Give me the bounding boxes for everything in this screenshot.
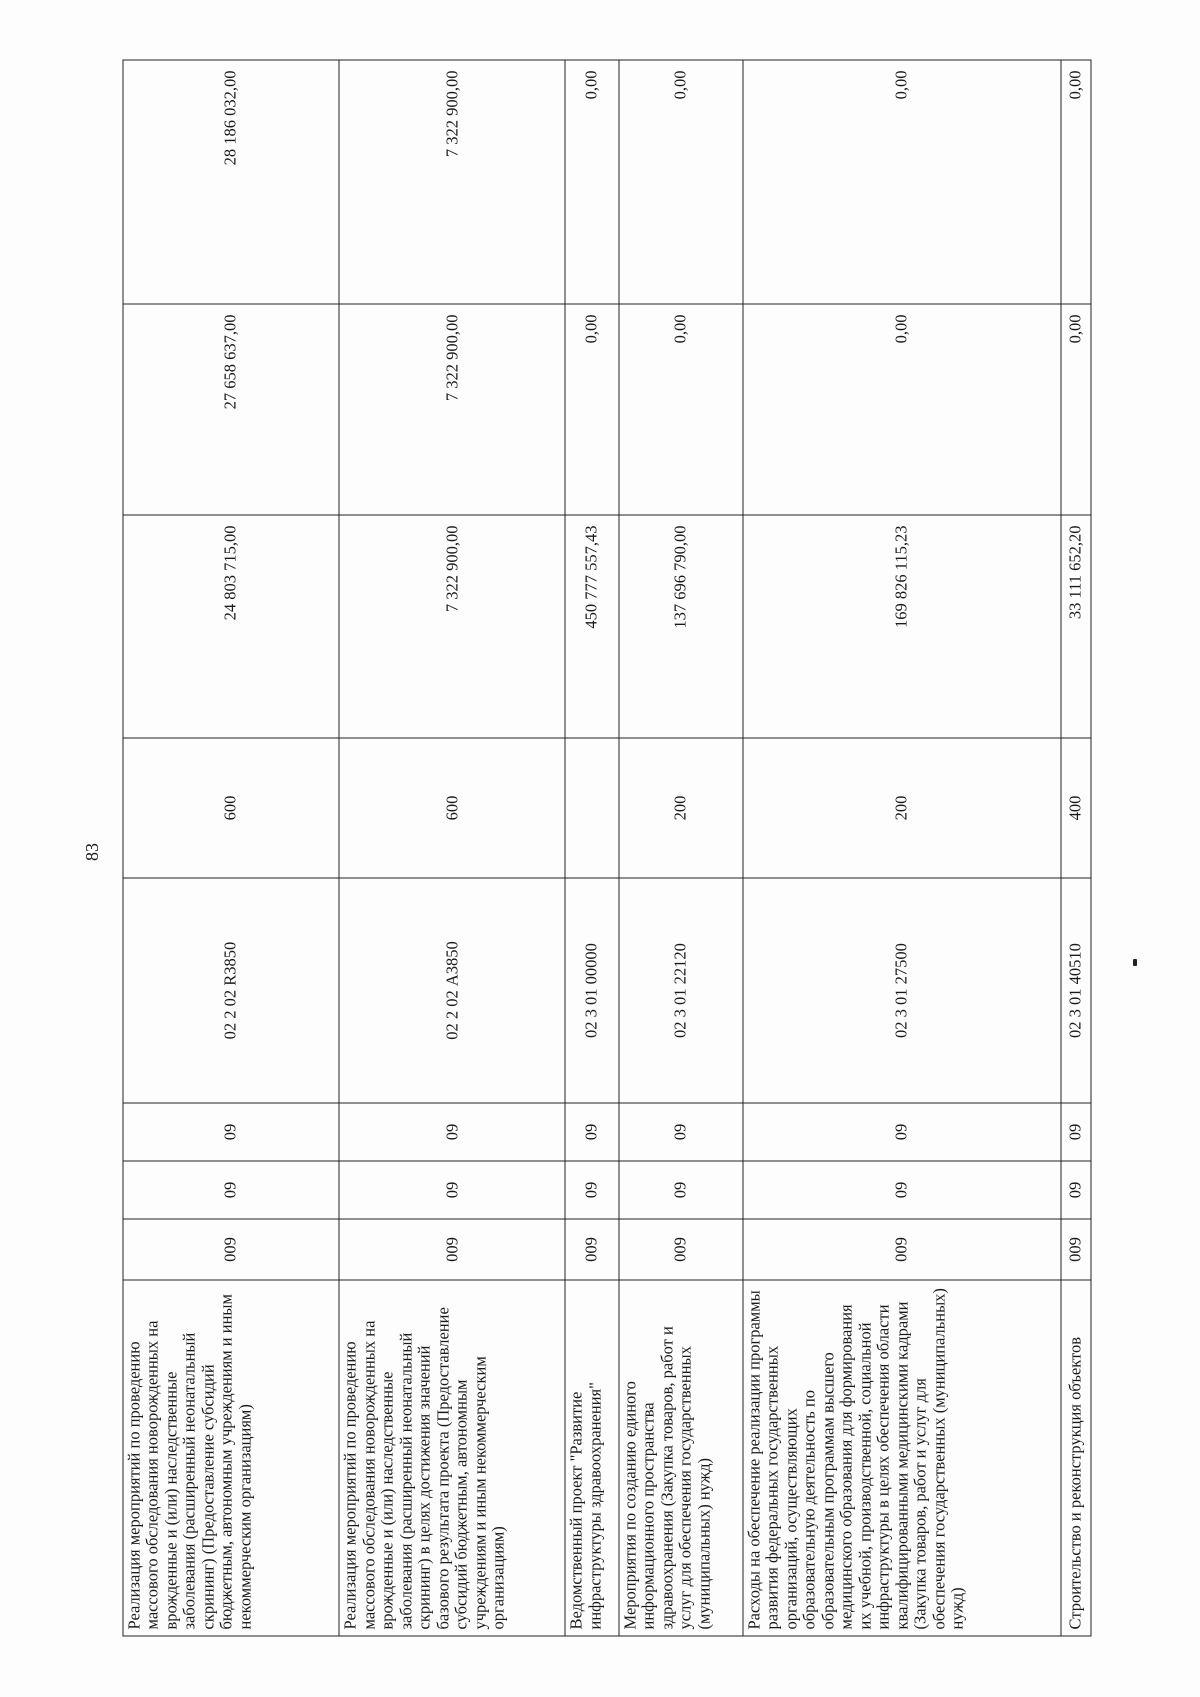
- cell-section: 09: [742, 1161, 1060, 1219]
- cell-grbs: 009: [1060, 1219, 1090, 1280]
- cell-section: 09: [618, 1161, 742, 1219]
- cell-expense-type: 600: [123, 738, 339, 878]
- cell-target-article: 02 3 01 22120: [618, 878, 742, 1103]
- cell-name: Реализация мероприятий по проведению массового обследования новорожденных на врожденные и (или) наследственные заболевания (расширенный неонатальный скрининг) в целях достижения значений базового результата проекта (Предоставление субсидий бюджетным, автономным учреждениям и иным некоммерческим организациям): [339, 1280, 565, 1636]
- table-row: [339, 60, 565, 1636]
- budget-table: [122, 59, 1091, 1636]
- cell-target-article: 02 2 02 А3850: [339, 878, 565, 1103]
- cell-target-article: 02 3 01 27500: [742, 878, 1060, 1103]
- cell-section: 09: [1060, 1161, 1090, 1219]
- cell-grbs: 009: [339, 1219, 565, 1280]
- cell-grbs: 009: [742, 1219, 1060, 1280]
- cell-expense-type: 200: [742, 738, 1060, 878]
- cell-name: Реализация мероприятий по проведению массового обследования новорожденных на врожденные и (или) наследственные заболевания (расширенный неонатальный скрининг) (Предоставление субсидий бюджетным, автономным учреждениям и иным некоммерческим организациям): [123, 1280, 339, 1636]
- cell-subsection: 09: [565, 1103, 619, 1161]
- cell-expense-type: 400: [1060, 738, 1090, 878]
- cell-sum-year2: 0,00: [742, 304, 1060, 515]
- cell-sum-year1: 33 111 652,20: [1060, 515, 1090, 738]
- cell-subsection: 09: [339, 1103, 565, 1161]
- table-row: [618, 60, 742, 1636]
- cell-target-article: 02 3 01 40510: [1060, 878, 1090, 1103]
- cell-sum-year3: 7 322 900,00: [339, 60, 565, 304]
- cell-sum-year2: 7 322 900,00: [339, 304, 565, 515]
- cell-section: 09: [565, 1161, 619, 1219]
- cell-sum-year1: 169 826 115,23: [742, 515, 1060, 738]
- cell-name: Ведомственный проект "Развитие инфраструктуры здравоохранения": [565, 1280, 619, 1636]
- cell-subsection: 09: [1060, 1103, 1090, 1161]
- cell-subsection: 09: [123, 1103, 339, 1161]
- cell-sum-year2: 0,00: [1060, 304, 1090, 515]
- cell-sum-year3: 0,00: [742, 60, 1060, 304]
- table-row: [565, 60, 619, 1636]
- cell-expense-type: [565, 738, 619, 878]
- table-row: [123, 60, 339, 1636]
- cell-name: Расходы на обеспечение реализации программы развития федеральных государственных организаций, осуществляющих образовательную деятельность по образовательным программам высшего медицинского образования для формирования их учебной, производственной, социальной инфраструктуры в целях обеспечения области квалифицированными медицинскими кадрами (Закупка товаров, работ и услуг для обеспечения государственных (муниципальных) нужд): [742, 1280, 1060, 1636]
- cell-name: Строительство и реконструкция объектов: [1060, 1280, 1090, 1636]
- cell-sum-year2: 0,00: [565, 304, 619, 515]
- cell-expense-type: 600: [339, 738, 565, 878]
- cell-sum-year1: 7 322 900,00: [339, 515, 565, 738]
- cell-subsection: 09: [618, 1103, 742, 1161]
- page-number: 83: [82, 843, 102, 861]
- cell-sum-year3: 28 186 032,00: [123, 60, 339, 304]
- cell-grbs: 009: [618, 1219, 742, 1280]
- cell-sum-year3: 0,00: [565, 60, 619, 304]
- table-row: [742, 60, 1060, 1636]
- cell-sum-year2: 0,00: [618, 304, 742, 515]
- cell-sum-year1: 137 696 790,00: [618, 515, 742, 738]
- cell-section: 09: [123, 1161, 339, 1219]
- cell-sum-year2: 27 658 637,00: [123, 304, 339, 515]
- scan-speck: [1133, 959, 1137, 966]
- cell-sum-year1: 24 803 715,00: [123, 515, 339, 738]
- cell-grbs: 009: [123, 1219, 339, 1280]
- cell-name: Мероприятия по созданию единого информационного пространства здравоохранения (Закупка товаров, работ и услуг для обеспечения государственных (муниципальных) нужд): [618, 1280, 742, 1636]
- cell-sum-year3: 0,00: [1060, 60, 1090, 304]
- cell-sum-year1: 450 777 557,43: [565, 515, 619, 738]
- cell-sum-year3: 0,00: [618, 60, 742, 304]
- cell-section: 09: [339, 1161, 565, 1219]
- budget-table-rotated: [122, 60, 1091, 1636]
- cell-subsection: 09: [742, 1103, 1060, 1161]
- cell-grbs: 009: [565, 1219, 619, 1280]
- cell-target-article: 02 2 02 R3850: [123, 878, 339, 1103]
- cell-expense-type: 200: [618, 738, 742, 878]
- cell-target-article: 02 3 01 00000: [565, 878, 619, 1103]
- table-row: [1060, 60, 1090, 1636]
